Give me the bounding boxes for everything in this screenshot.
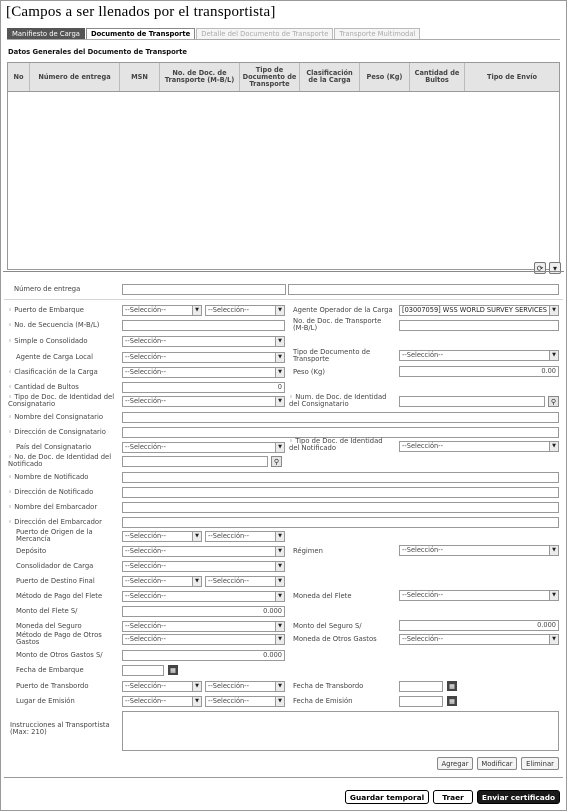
label-deposito: Depósito bbox=[16, 547, 47, 555]
tab-bar bbox=[7, 28, 421, 39]
chevron-down-icon: ▼ bbox=[275, 592, 284, 601]
fecha-transbordo-input[interactable] bbox=[399, 681, 443, 692]
tipo-id-notificado-select[interactable]: --Selección-- ▼ bbox=[399, 441, 559, 452]
label-moneda-otros: Moneda de Otros Gastos bbox=[293, 635, 377, 643]
chevron-down-icon: ▼ bbox=[275, 547, 284, 556]
label-fecha-transbordo: Fecha de Transbordo bbox=[293, 682, 364, 690]
moneda-otros-select[interactable]: --Selección-- ▼ bbox=[399, 634, 559, 645]
label-secuencia: ◦ No. de Secuencia (M-B/L) bbox=[8, 321, 100, 329]
search-icon[interactable]: ⚲ bbox=[271, 456, 282, 467]
bultos-input[interactable]: 0 bbox=[122, 382, 285, 393]
moneda-flete-select[interactable]: --Selección-- ▼ bbox=[399, 590, 559, 601]
traer-button[interactable]: Traer bbox=[433, 790, 473, 804]
label-clasificacion: ◦ Clasificación de la Carga bbox=[8, 368, 98, 376]
search-icon[interactable]: ⚲ bbox=[548, 396, 559, 407]
label-num-id-consignatario: ◦ Num. de Doc. de Identidad del Consignatario bbox=[289, 393, 387, 408]
chevron-down-icon: ▼ bbox=[275, 397, 284, 406]
label-puerto-origen: Puerto de Origen de la Mercancía bbox=[16, 528, 93, 543]
simple-consolidado-select[interactable]: --Selección-- ▼ bbox=[122, 336, 285, 347]
label-simple-consolidado: ◦ Simple o Consolidado bbox=[8, 337, 88, 345]
moneda-seguro-select[interactable]: --Selección-- ▼ bbox=[122, 621, 285, 632]
puerto-transbordo-select-2[interactable]: --Selección-- ▼ bbox=[205, 681, 285, 692]
instrucciones-textarea[interactable] bbox=[122, 711, 559, 751]
deposito-select[interactable]: --Selección-- ▼ bbox=[122, 546, 285, 557]
chevron-down-icon: ▼ bbox=[549, 442, 558, 451]
label-nombre-notificado: ◦ Nombre de Notificado bbox=[8, 473, 89, 481]
tab-detalle[interactable]: Detalle del Documento de Transporte bbox=[196, 28, 333, 39]
label-monto-otros: Monto de Otros Gastos S/ bbox=[16, 651, 103, 659]
label-num-id-notificado: ◦ No. de Doc. de Identidad del Notificado bbox=[8, 453, 112, 468]
chevron-down-icon: ▼ bbox=[275, 306, 284, 315]
label-monto-flete: Monto del Flete S/ bbox=[16, 607, 78, 615]
label-consolidador: Consolidador de Carga bbox=[16, 562, 94, 570]
chevron-down-icon: ▼ bbox=[275, 577, 284, 586]
label-direccion-notificado: ◦ Dirección de Notificado bbox=[8, 488, 94, 496]
chevron-down-icon: ▼ bbox=[549, 591, 558, 600]
tab-multimodal[interactable]: Transporte Multimodal bbox=[334, 28, 420, 39]
label-fecha-emision: Fecha de Emisión bbox=[293, 697, 353, 705]
pais-consignatario-select[interactable]: --Selección-- ▼ bbox=[122, 442, 285, 453]
tab-manifiesto[interactable]: Manifiesto de Carga bbox=[7, 28, 85, 39]
chevron-down-icon: ▼ bbox=[549, 306, 558, 315]
chevron-down-icon: ▼ bbox=[275, 532, 284, 541]
puerto-origen-select[interactable]: --Selección-- ▼ bbox=[122, 531, 202, 542]
label-puerto-destino: Puerto de Destino Final bbox=[16, 577, 95, 585]
chevron-down-icon: ▼ bbox=[549, 635, 558, 644]
nombre-embarcador-input[interactable] bbox=[122, 502, 559, 513]
refresh-icon[interactable]: ⟳ bbox=[534, 262, 546, 274]
chevron-down-icon: ▼ bbox=[275, 697, 284, 706]
chevron-down-icon: ▼ bbox=[192, 532, 201, 541]
puerto-destino-select[interactable]: --Selección-- ▼ bbox=[122, 576, 202, 587]
label-lugar-emision: Lugar de Emisión bbox=[16, 697, 75, 705]
documents-table[interactable] bbox=[7, 62, 560, 270]
label-bultos: ◦ Cantidad de Bultos bbox=[8, 383, 79, 391]
label-nombre-embarcador: ◦ Nombre del Embarcador bbox=[8, 503, 98, 511]
chevron-down-icon[interactable]: ▾ bbox=[549, 262, 561, 274]
col-bultos: Cantidad de Bultos bbox=[410, 63, 465, 91]
calendar-icon[interactable]: ▦ bbox=[168, 665, 178, 675]
chevron-down-icon: ▼ bbox=[549, 546, 558, 555]
secuencia-input[interactable] bbox=[122, 320, 285, 331]
label-instrucciones: Instrucciones al Transportista (Max: 210) bbox=[10, 721, 110, 736]
section-title: Datos Generales del Documento de Transporte bbox=[8, 48, 187, 56]
lugar-emision-select-2[interactable]: --Selección-- ▼ bbox=[205, 696, 285, 707]
chevron-down-icon: ▼ bbox=[192, 697, 201, 706]
calendar-icon[interactable]: ▦ bbox=[447, 696, 457, 706]
label-agente-local: Agente de Carga Local bbox=[16, 353, 93, 361]
consolidador-select[interactable]: --Selección-- ▼ bbox=[122, 561, 285, 572]
num-id-notificado-input[interactable] bbox=[122, 456, 268, 467]
col-msn: MSN bbox=[120, 63, 160, 91]
bottom-separator bbox=[4, 777, 563, 778]
fecha-embarque-input[interactable] bbox=[122, 665, 164, 676]
clasificacion-select[interactable]: --Selección-- ▼ bbox=[122, 367, 285, 378]
chevron-down-icon: ▼ bbox=[275, 443, 284, 452]
label-tipo-id-notificado: ◦ Tipo de Doc. de Identidad del Notificado bbox=[289, 437, 383, 452]
numero-entrega-input[interactable] bbox=[122, 284, 286, 295]
col-numero-entrega: Número de entrega bbox=[30, 63, 120, 91]
label-puerto-transbordo: Puerto de Transbordo bbox=[16, 682, 89, 690]
numero-entrega-extra-input[interactable] bbox=[288, 284, 559, 295]
label-pais-consignatario: País del Consignatario bbox=[16, 443, 92, 451]
label-moneda-flete: Moneda del Flete bbox=[293, 592, 352, 600]
chevron-down-icon: ▼ bbox=[192, 577, 201, 586]
guardar-temporal-button[interactable]: Guardar temporal bbox=[345, 790, 429, 804]
label-peso: Peso (Kg) bbox=[293, 368, 325, 376]
page-title: [Campos a ser llenados por el transportista] bbox=[6, 4, 276, 20]
label-regimen: Régimen bbox=[293, 547, 323, 555]
nombre-notificado-input[interactable] bbox=[122, 472, 559, 483]
tab-documento[interactable]: Documento de Transporte bbox=[86, 28, 195, 39]
label-nombre-consignatario: ◦ Nombre del Consignatario bbox=[8, 413, 103, 421]
chevron-down-icon: ▼ bbox=[549, 351, 558, 360]
chevron-down-icon: ▼ bbox=[275, 368, 284, 377]
label-direccion-consignatario: ◦ Dirección de Consignatario bbox=[8, 428, 106, 436]
label-direccion-embarcador: ◦ Dirección del Embarcador bbox=[8, 518, 102, 526]
puerto-destino-select-2[interactable]: --Selección-- ▼ bbox=[205, 576, 285, 587]
chevron-down-icon: ▼ bbox=[275, 622, 284, 631]
chevron-down-icon: ▼ bbox=[275, 337, 284, 346]
col-tipo-documento: Tipo de Documento de Transporte bbox=[240, 63, 300, 91]
direccion-notificado-input[interactable] bbox=[122, 487, 559, 498]
agente-local-select[interactable]: --Selección-- ▼ bbox=[122, 352, 285, 363]
enviar-certificado-button[interactable]: Enviar certificado bbox=[477, 790, 560, 804]
col-doc-transporte: No. de Doc. de Transporte (M-B/L) bbox=[160, 63, 240, 91]
puerto-embarque-select[interactable]: --Selección-- ▼ bbox=[122, 305, 202, 316]
nombre-consignatario-input[interactable] bbox=[122, 412, 559, 423]
puerto-origen-select-2[interactable]: --Selección-- ▼ bbox=[205, 531, 285, 542]
label-tipo-documento: Tipo de Documento de Transporte bbox=[293, 348, 371, 363]
fecha-emision-input[interactable] bbox=[399, 696, 443, 707]
label-agente-operador: Agente Operador de la Carga bbox=[293, 306, 393, 314]
label-puerto-embarque: ◦ Puerto de Embarque bbox=[8, 306, 84, 314]
form-separator bbox=[3, 271, 564, 272]
row-divider bbox=[4, 299, 563, 300]
doc-transporte-input[interactable] bbox=[399, 320, 559, 331]
peso-input[interactable]: 0.00 bbox=[399, 366, 559, 377]
puerto-transbordo-select[interactable]: --Selección-- ▼ bbox=[122, 681, 202, 692]
col-clasificacion: Clasificación de la Carga bbox=[300, 63, 360, 91]
agregar-button[interactable]: Agregar bbox=[437, 757, 473, 770]
tab-divider bbox=[7, 39, 560, 40]
lugar-emision-select[interactable]: --Selección-- ▼ bbox=[122, 696, 202, 707]
monto-otros-input[interactable]: 0.000 bbox=[122, 650, 285, 661]
chevron-down-icon: ▼ bbox=[192, 682, 201, 691]
chevron-down-icon: ▼ bbox=[192, 306, 201, 315]
col-no: No bbox=[8, 63, 30, 91]
tipo-documento-select[interactable]: --Selección-- ▼ bbox=[399, 350, 559, 361]
label-fecha-embarque: Fecha de Embarque bbox=[16, 666, 84, 674]
label-moneda-seguro: Moneda del Seguro bbox=[16, 622, 82, 630]
modificar-button[interactable]: Modificar bbox=[477, 757, 517, 770]
calendar-icon[interactable]: ▦ bbox=[447, 681, 457, 691]
agente-operador-select[interactable]: [03007059] WSS WORLD SURVEY SERVICES ▼ bbox=[399, 305, 559, 316]
label-metodo-pago-flete: Método de Pago del Flete bbox=[16, 592, 103, 600]
metodo-pago-otros-select[interactable]: --Selección-- ▼ bbox=[122, 634, 285, 645]
puerto-embarque-select-2[interactable]: --Selección-- ▼ bbox=[205, 305, 285, 316]
table-header bbox=[8, 63, 559, 92]
label-metodo-pago-otros: Método de Pago de Otros Gastos bbox=[16, 631, 102, 646]
label-doc-transporte: No. de Doc. de Transporte (M-B/L) bbox=[293, 317, 382, 332]
eliminar-button[interactable]: Eliminar bbox=[521, 757, 559, 770]
chevron-down-icon: ▼ bbox=[275, 635, 284, 644]
label-monto-seguro: Monto del Seguro S/ bbox=[293, 622, 362, 630]
monto-flete-input[interactable]: 0.000 bbox=[122, 606, 285, 617]
chevron-down-icon: ▼ bbox=[275, 682, 284, 691]
label-numero-entrega: Número de entrega bbox=[14, 285, 81, 293]
col-peso: Peso (Kg) bbox=[360, 63, 410, 91]
direccion-embarcador-input[interactable] bbox=[122, 517, 559, 528]
col-tipo-envio: Tipo de Envío bbox=[486, 72, 538, 81]
chevron-down-icon: ▼ bbox=[275, 353, 284, 362]
label-tipo-id-consignatario: ◦ Tipo de Doc. de Identidad del Consignatario bbox=[8, 393, 115, 408]
regimen-select[interactable]: --Selección-- ▼ bbox=[399, 545, 559, 556]
num-id-consignatario-input[interactable] bbox=[399, 396, 545, 407]
metodo-pago-flete-select[interactable]: --Selección-- ▼ bbox=[122, 591, 285, 602]
monto-seguro-input[interactable]: 0.000 bbox=[399, 620, 559, 631]
tipo-id-consignatario-select[interactable]: --Selección-- ▼ bbox=[122, 396, 285, 407]
chevron-down-icon: ▼ bbox=[275, 562, 284, 571]
